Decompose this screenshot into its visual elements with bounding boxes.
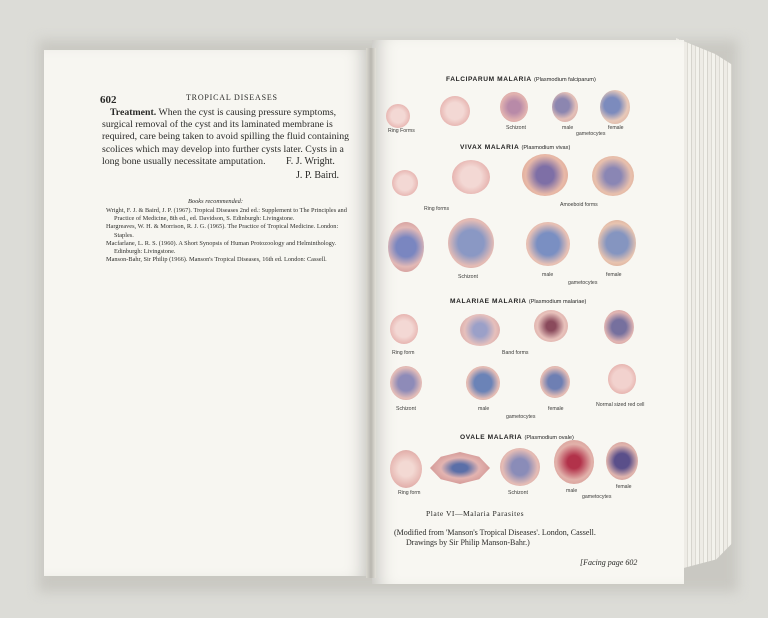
malariae-cell	[604, 310, 634, 344]
label-ring-forms: Ring forms	[424, 206, 450, 212]
label-gametocytes: gametocytes	[582, 494, 612, 500]
author-2: J. P. Baird.	[296, 170, 340, 181]
section-title-text: FALCIPARUM MALARIA	[446, 76, 532, 83]
credit-line-1: (Modified from 'Manson's Tropical Diseases'. London, Cassell.	[394, 528, 596, 537]
page-edges	[676, 38, 732, 570]
gametocyte-cell	[526, 222, 570, 266]
page-number: 602	[100, 94, 117, 106]
section-subtitle: (Plasmodium malariae)	[528, 299, 587, 305]
section-title-text: MALARIAE MALARIA	[450, 298, 527, 305]
label-male: male	[566, 488, 578, 494]
section-title-ovale	[460, 434, 574, 441]
label-schizont: Schizont	[506, 125, 526, 131]
red-cell-ring	[390, 314, 418, 344]
books-heading: Books recommended:	[188, 198, 243, 205]
gametocyte-cell	[552, 92, 578, 122]
reference-item: Manson-Bahr, Sir Philip (1966). Manson's Tropical Diseases, 16th ed. London: Cassell.	[106, 256, 327, 264]
label-male: male	[478, 406, 490, 412]
band-form-cell	[534, 310, 568, 342]
right-page	[372, 40, 684, 584]
running-head: TROPICAL DISEASES	[186, 93, 278, 102]
schizont-cell	[448, 218, 494, 268]
section-subtitle: (Plasmodium falciparum)	[533, 77, 596, 83]
red-cell-ring	[440, 96, 470, 126]
label-ring-form: Ring form	[392, 350, 415, 356]
section-title-malariae	[450, 298, 586, 305]
label-schizont: Schizont	[458, 274, 478, 280]
gametocyte-cell	[466, 366, 500, 400]
label-schizont: Schizont	[508, 490, 528, 496]
red-cell-ring	[386, 104, 410, 128]
reference-item: Hargreaves, W. H. & Morrison, R. J. G. (1965). The Practice of Tropical Medicine. London: Staples.	[106, 223, 339, 239]
credit-line-2: Drawings by Sir Philip Manson-Bahr.)	[406, 538, 530, 547]
reference-item: Macfarlane, L. R. S. (1960). A Short Synopsis of Human Protozoology and Helminthology. Edinburgh: Livingstone.	[106, 239, 337, 256]
section-subtitle: (Plasmodium ovale)	[524, 435, 574, 441]
gametocyte-cell	[598, 220, 636, 266]
plate-caption: Plate VI—Malaria Parasites	[426, 509, 525, 518]
schizont-cell	[500, 448, 540, 486]
book-gutter	[366, 48, 376, 578]
label-schizont: Schizont	[396, 406, 416, 412]
label-ring-form: Ring form	[398, 490, 421, 496]
label-gametocytes: gametocytes	[506, 414, 536, 420]
gametocyte-cell	[606, 442, 638, 480]
section-subtitle: (Plasmodium vivax)	[521, 145, 571, 151]
band-form-cell	[460, 314, 500, 346]
label-ring-forms: Ring Forms	[388, 128, 415, 134]
schizont-cell	[500, 92, 528, 122]
section-title-text: VIVAX MALARIA	[460, 144, 520, 151]
section-title-falciparum	[446, 76, 596, 83]
normal-red-cell	[608, 364, 636, 394]
label-male: male	[562, 125, 574, 131]
treatment-heading: Treatment.	[110, 107, 157, 118]
section-title-vivax	[460, 144, 570, 151]
label-normal-cell: Normal sized red cell	[596, 402, 645, 408]
red-cell-ring	[452, 160, 490, 194]
label-amoeboid-forms: Amoeboid forms	[560, 202, 598, 208]
red-cell-ring	[392, 170, 418, 196]
gametocyte-cell	[600, 90, 630, 124]
label-band-forms: Band forms	[502, 350, 529, 356]
schizont-cell	[390, 366, 422, 400]
label-female: female	[548, 406, 564, 412]
gametocyte-cell	[554, 440, 594, 484]
amoeboid-cell	[592, 156, 634, 196]
label-female: female	[616, 484, 632, 490]
label-gametocytes: gametocytes	[568, 280, 598, 286]
reference-list	[106, 207, 356, 264]
treatment-text: When the cyst is causing pressure symptoms, surgical removal of the cyst and its laminated membrane is required, care being taken to avoid spilling the fluid containing scolices which may develop into further cysts later. Cysts in a long bone usually necessitate amputation.	[102, 107, 350, 167]
label-female: female	[606, 272, 622, 278]
author-1: F. J. Wright.	[286, 156, 335, 167]
amoeboid-cell	[522, 154, 568, 196]
gametocyte-cell	[540, 366, 570, 398]
red-cell-ring	[390, 450, 422, 488]
label-female: female	[608, 125, 624, 131]
facing-page-note: [Facing page 602	[580, 558, 638, 567]
vivax-large-cell	[388, 222, 424, 272]
label-male: male	[542, 272, 554, 278]
section-title-text: OVALE MALARIA	[460, 434, 523, 441]
reference-item: Wright, F. J. & Baird, J. P. (1967). Tropical Diseases 2nd ed.: Supplement to The Principles and Practice of Medicine, 8th ed., ed. Davidson, S. Edinburgh: Livingstone.	[106, 207, 347, 223]
label-gametocytes: gametocytes	[576, 131, 606, 137]
